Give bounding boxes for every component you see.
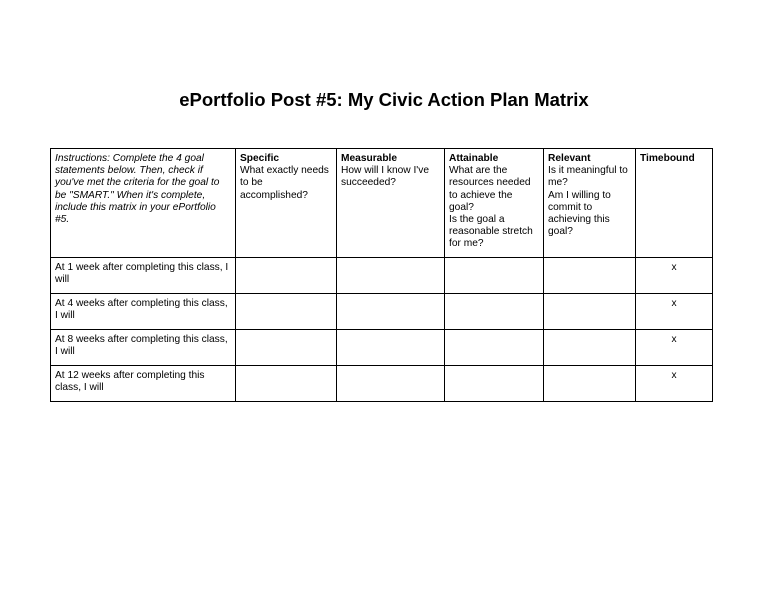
measurable-cell[interactable] (337, 330, 445, 366)
attainable-cell[interactable] (445, 258, 544, 294)
attainable-cell[interactable] (445, 330, 544, 366)
specific-cell[interactable] (236, 294, 337, 330)
table-row (51, 366, 713, 402)
specific-cell[interactable] (236, 366, 337, 402)
timebound-mark: x (636, 366, 713, 402)
relevant-cell[interactable] (544, 258, 636, 294)
specific-question: What exactly needs to be accomplished? (240, 165, 329, 201)
specific-header (236, 149, 337, 258)
relevant-question-2: Am I willing to commit to achieving this goal? (548, 189, 611, 238)
column-heading-timebound: Timebound (640, 153, 695, 164)
table-row (51, 258, 713, 294)
measurable-cell[interactable] (337, 366, 445, 402)
relevant-cell[interactable] (544, 366, 636, 402)
measurable-cell[interactable] (337, 258, 445, 294)
instructions-cell: Instructions: Complete the 4 goal statements below. Then, check if you've met the criteria for the goal to be "SMART." When it's complete, include this matrix in your ePortfolio #5. (51, 149, 236, 258)
goal-label: At 8 weeks after completing this class, I will (51, 330, 236, 366)
header-row (51, 149, 713, 258)
table-row (51, 294, 713, 330)
specific-cell[interactable] (236, 330, 337, 366)
page-title: ePortfolio Post #5: My Civic Action Plan Matrix (179, 89, 589, 110)
measurable-cell[interactable] (337, 294, 445, 330)
column-heading-attainable: Attainable (449, 153, 499, 164)
relevant-cell[interactable] (544, 330, 636, 366)
attainable-cell[interactable] (445, 366, 544, 402)
table-row (51, 330, 713, 366)
civic-action-plan-matrix (50, 148, 713, 402)
relevant-question-1: Is it meaningful to me? (548, 165, 628, 189)
timebound-header (636, 149, 713, 258)
timebound-mark: x (636, 294, 713, 330)
timebound-mark: x (636, 330, 713, 366)
column-heading-relevant: Relevant (548, 153, 591, 164)
column-heading-measurable: Measurable (341, 153, 398, 164)
specific-cell[interactable] (236, 258, 337, 294)
attainable-cell[interactable] (445, 294, 544, 330)
goal-label: At 12 weeks after completing this class, I will (51, 366, 236, 402)
measurable-question: How will I know I've succeeded? (341, 165, 429, 189)
measurable-header (337, 149, 445, 258)
relevant-cell[interactable] (544, 294, 636, 330)
attainable-question-1: What are the resources needed to achieve the goal? (449, 165, 531, 213)
attainable-question-2: Is the goal a reasonable stretch for me? (449, 214, 533, 250)
column-heading-specific: Specific (240, 153, 280, 164)
timebound-mark: x (636, 258, 713, 294)
goal-label: At 4 weeks after completing this class, I will (51, 294, 236, 330)
relevant-header (544, 149, 636, 258)
attainable-header (445, 149, 544, 258)
goal-label: At 1 week after completing this class, I will (51, 258, 236, 294)
